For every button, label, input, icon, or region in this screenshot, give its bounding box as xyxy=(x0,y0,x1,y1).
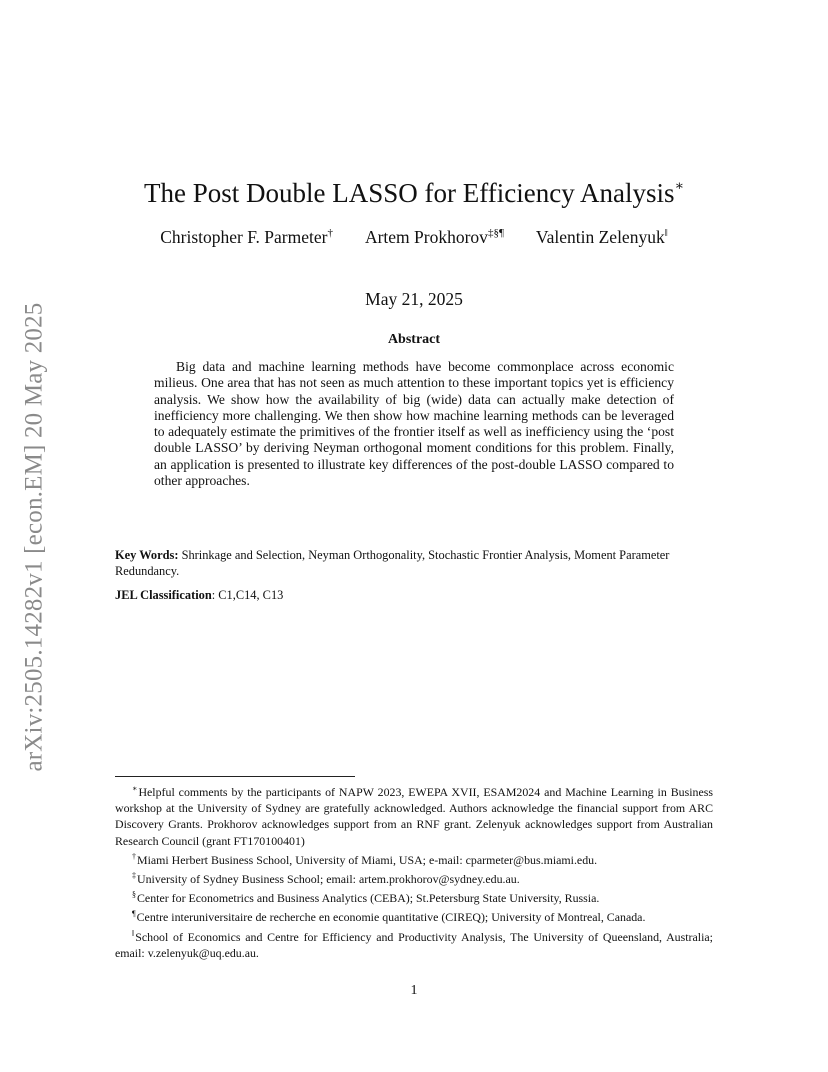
footnote-text: Centre interuniversitaire de recherche en economie quantitative (CIREQ); University of Montreal, Canada. xyxy=(136,910,646,925)
footnote-text: Helpful comments by the participants of NAPW 2023, EWEPA XVII, ESAM2024 and Machine Learning in Business workshop at the University of Sydney are gratefully acknowledged. Authors acknowledge the financial support from ARC Discovery Grants. Prokhorov acknowledges support from an RNF grant. Zelenyuk acknowledges support from Australian Research Council (grant FT170100401) xyxy=(115,785,713,848)
author-name: Valentin Zelenyuk xyxy=(535,227,665,247)
footnote xyxy=(115,926,713,961)
paper-title-text: The Post Double LASSO for Efficiency Analysis xyxy=(144,178,675,208)
author-name: Christopher F. Parmeter xyxy=(160,227,328,247)
keywords xyxy=(115,547,715,579)
footnote-text: Miami Herbert Business School, University of Miami, USA; e-mail: cparmeter@bus.miami.edu. xyxy=(137,852,598,867)
author-footnote-mark: ‡§¶ xyxy=(487,227,504,239)
author-list xyxy=(0,227,828,248)
page-number: 1 xyxy=(410,983,418,998)
jel-codes: : C1,C14, C13 xyxy=(211,588,284,602)
abstract-heading: Abstract xyxy=(387,332,441,347)
arxiv-sidebar-stamp xyxy=(20,282,50,792)
abstract-text: Big data and machine learning methods have become commonplace across economic milieus. One area that has not seen as much attention to these important topics yet is efficiency analysis. We show how the availability of big (wide) data can actually make detection of inefficiency more challenging. We then show how machine learning methods can be leveraged to adequately estimate the primitives of the frontier itself as well as inefficiency using the ‘post double LASSO’ by deriving Neyman orthogonal moment conditions for this problem. Finally, an application is presented to illustrate key differences of the post-double LASSO compared to other approaches. xyxy=(154,359,674,489)
footnote-mark: ‡ xyxy=(132,871,136,881)
footnote xyxy=(115,781,713,849)
footnote-mark: § xyxy=(132,890,136,900)
jel-label: JEL Classification xyxy=(115,588,212,602)
author-footnote-mark: ‖ xyxy=(664,227,668,239)
author-footnote-mark: † xyxy=(327,227,333,239)
footnote xyxy=(115,906,713,925)
footnote xyxy=(115,868,713,887)
footnote-text: Center for Econometrics and Business Analytics (CEBA); St.Petersburg State University, Russia. xyxy=(137,891,600,906)
footnotes xyxy=(115,781,713,961)
footnote-text: University of Sydney Business School; email: artem.prokhorov@sydney.edu.au. xyxy=(137,872,520,887)
arxiv-identifier: arXiv:2505.14282v1 [econ.EM] 20 May 2025 xyxy=(21,302,49,772)
footnote-mark: ¶ xyxy=(132,909,136,919)
footnote-mark: ∗ xyxy=(132,784,138,793)
author-zelenyuk xyxy=(536,227,668,248)
author-parmeter xyxy=(160,227,333,248)
footnote xyxy=(115,887,713,906)
author-prokhorov xyxy=(365,227,504,248)
keywords-label: Key Words: xyxy=(115,548,179,562)
footnote-text: School of Economics and Centre for Efficiency and Productivity Analysis, The University of Queensland, Australia; email: v.zelenyuk@uq.edu.au. xyxy=(115,929,713,960)
paper-title xyxy=(0,170,828,210)
footnote-rule xyxy=(115,776,355,777)
title-footnote-mark: ∗ xyxy=(674,179,684,194)
footnote-mark: ‖ xyxy=(132,928,135,938)
keywords-text: Shrinkage and Selection, Neyman Orthogonality, Stochastic Frontier Analysis, Moment Parameter Redundancy. xyxy=(115,548,670,579)
jel-classification xyxy=(115,587,715,603)
footnote-mark: † xyxy=(132,851,136,861)
paper-date: May 21, 2025 xyxy=(365,289,463,309)
footnote xyxy=(115,849,713,868)
author-name: Artem Prokhorov xyxy=(364,227,488,247)
